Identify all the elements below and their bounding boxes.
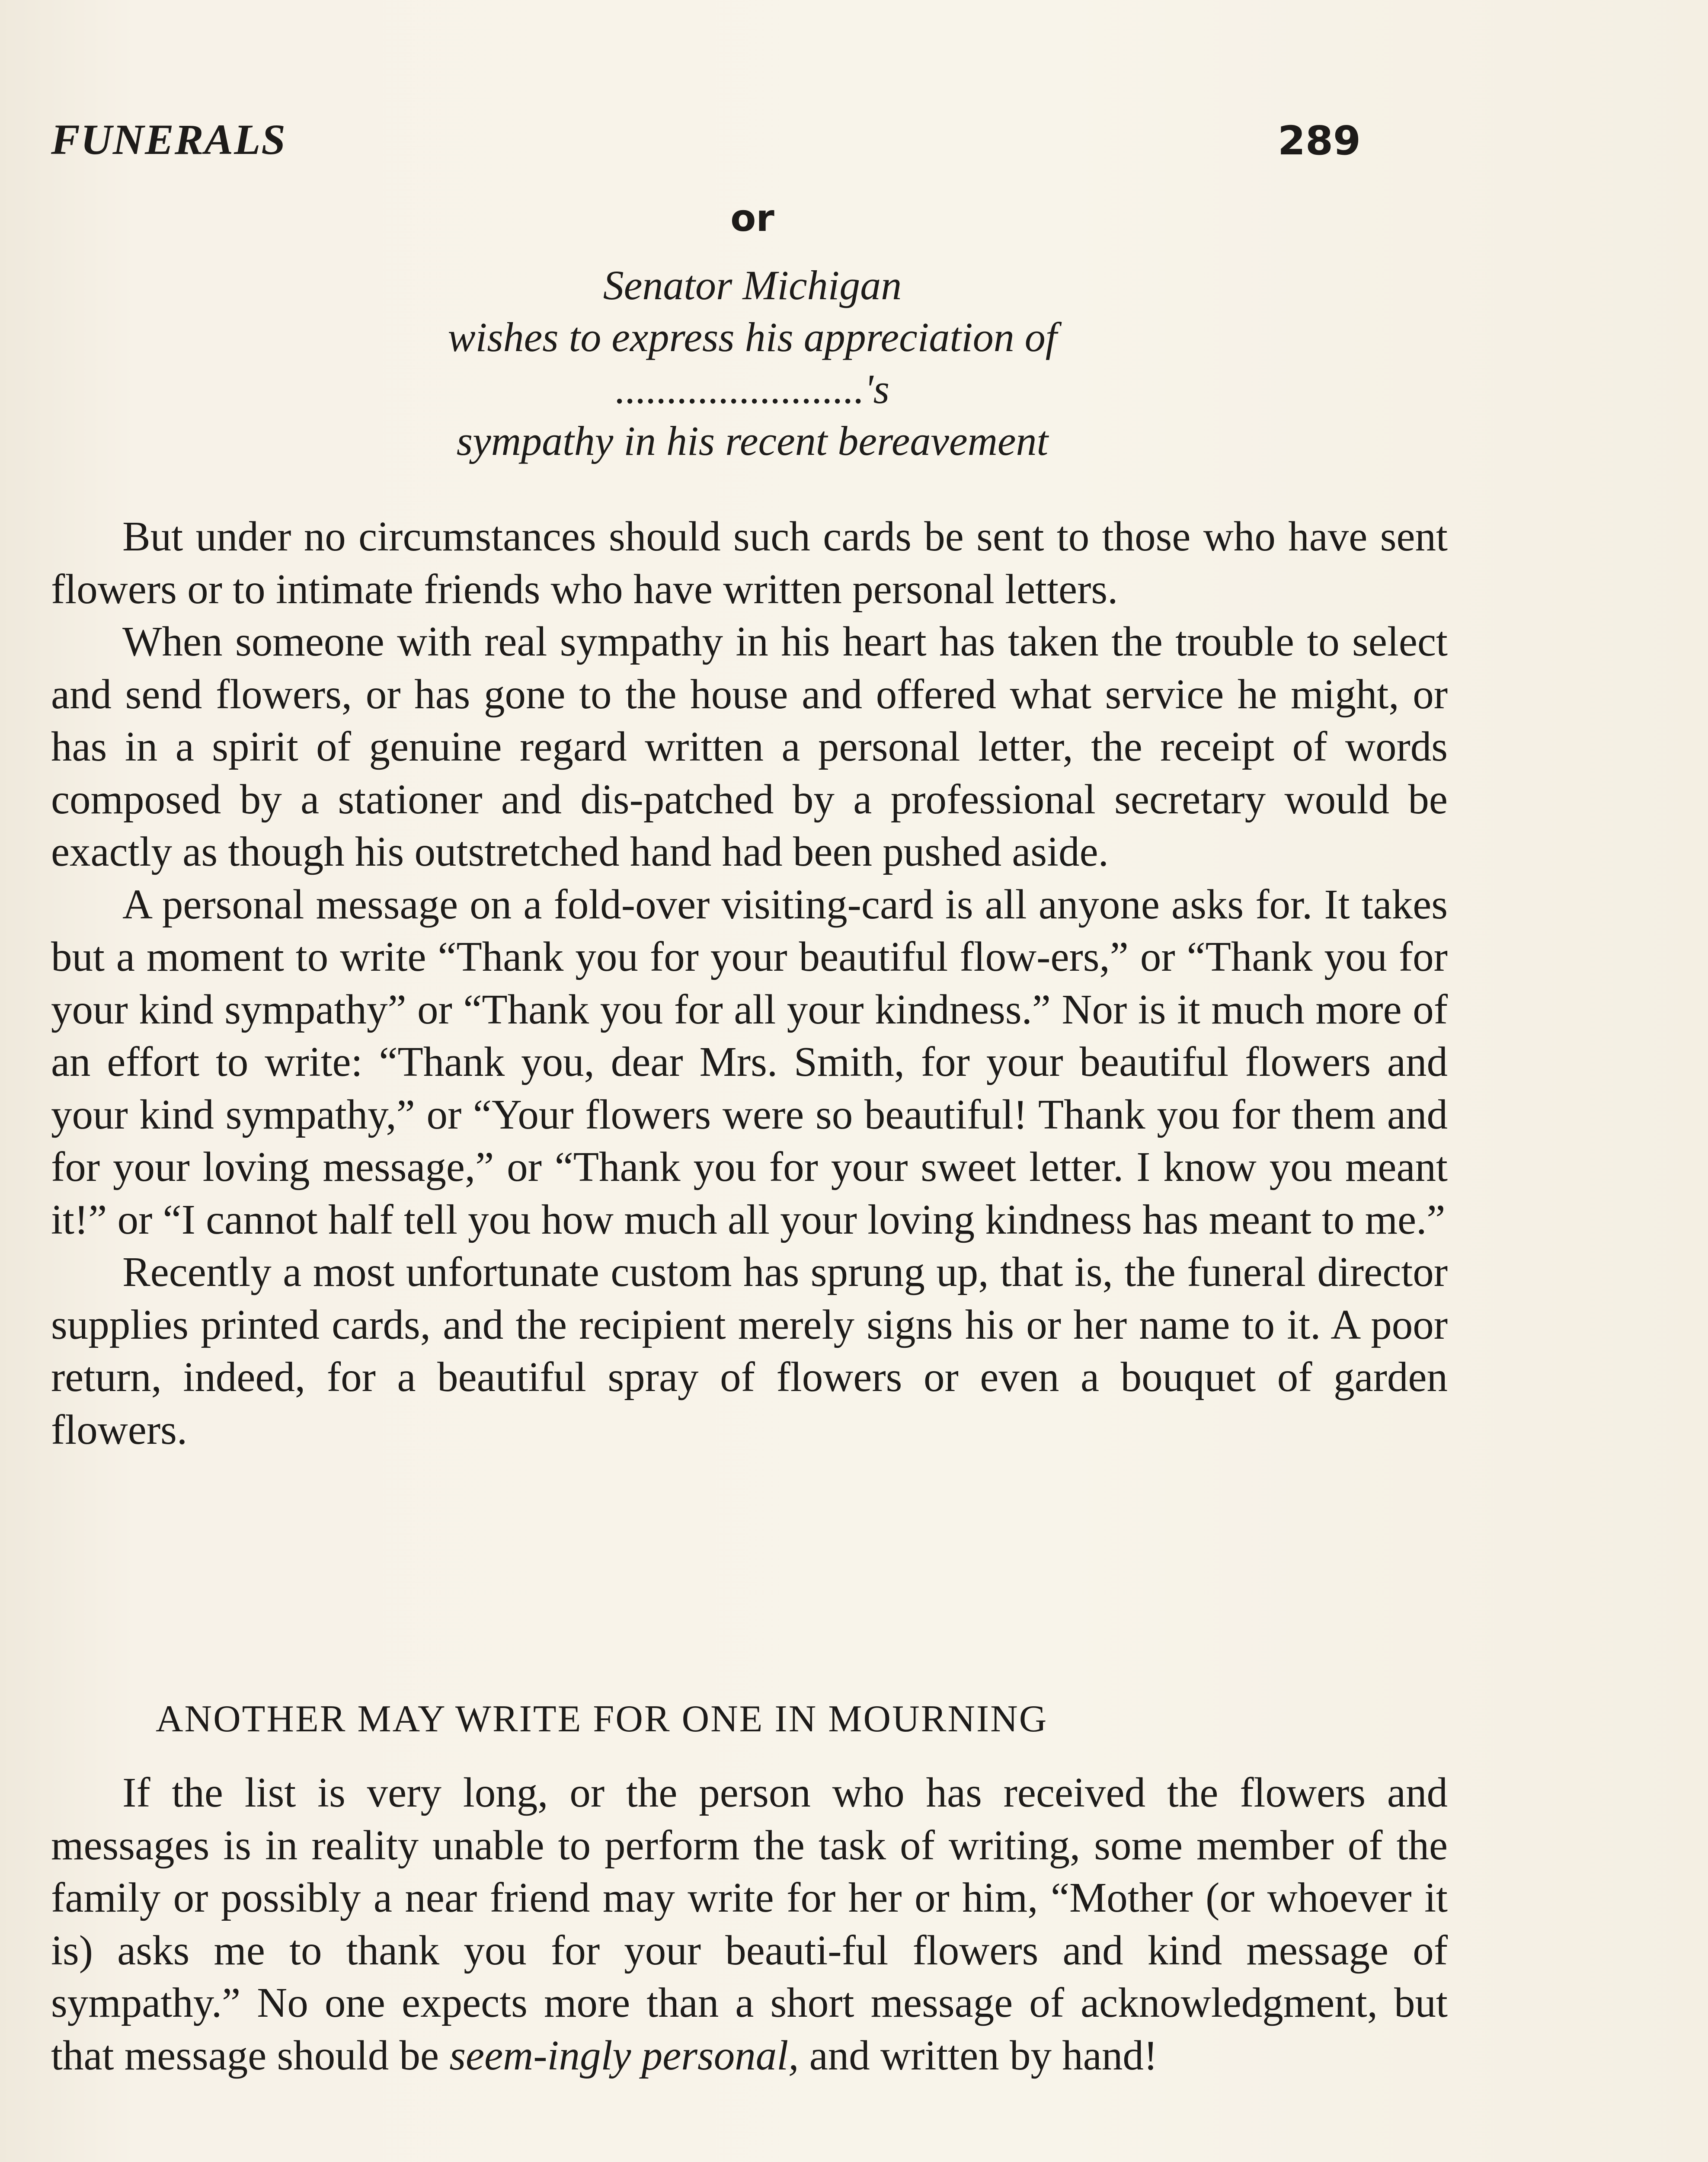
acknowledgment-card-example: [0, 259, 1505, 467]
paragraph: [51, 1766, 1448, 2082]
card-line: sympathy in his recent bereavement: [456, 418, 1049, 464]
page-number: 289: [1278, 118, 1361, 164]
section-heading: ANOTHER MAY WRITE FOR ONE IN MOURNING: [156, 1698, 1048, 1740]
section-1-text: [51, 510, 1448, 1456]
paragraph: Recently a most unfortunate custom has sprung up, that is, the funeral director supplies printed cards, and the recipient merely signs his or her name to it. A poor return, indeed, for a beautiful spray of flowers or even a bouquet of garden flowers.: [51, 1249, 1448, 1453]
or-separator: or: [730, 197, 774, 240]
paragraph: A personal message on a fold-over visiting-card is all anyone asks for. It takes but a moment to write “Thank you for your beautiful flow-ers,” or “Thank you for your kind sympathy” or “Thank you for all your kindness.” Nor is it much more of an effort to write: “Thank you, dear Mrs. Smith, for your beautiful flowers and your kind sympathy,” or “Your flowers were so beautiful! Thank you for them and for your loving message,” or “Thank you for your sweet letter. I know you meant it!” or “I cannot half tell you how much all your loving kindness has meant to me.”: [51, 881, 1448, 1243]
emphasis-text: seem-ingly personal,: [449, 2032, 799, 2079]
paragraph-text: If the list is very long, or the person who has received the flowers and messages is in reality unable to perform the task of writing, some member of the family or possibly a near friend may write for her or him, “Mother (or whoever it is) asks me to thank you for your beauti-ful flowers and kind message of sympathy.” No one expects more than a short message of acknowledgment, but that message should be: [51, 1769, 1448, 2079]
running-head: FUNERALS: [51, 115, 286, 163]
paragraph: But under no circumstances should such cards be sent to those who have sent flowers or to intimate friends who have written personal letters.: [51, 513, 1448, 612]
card-line: wishes to express his appreciation of: [448, 314, 1057, 360]
card-line: ........................'s: [615, 366, 889, 412]
paragraph-text: and written by hand!: [799, 2032, 1158, 2079]
card-line: Senator Michigan: [603, 262, 902, 308]
section-2-text: [51, 1766, 1448, 2082]
paragraph: When someone with real sympathy in his heart has taken the trouble to select and send flowers, or has gone to the house and offered what service he might, or has in a spirit of genuine regard written a personal letter, the receipt of words composed by a stationer and dis-patched by a professional secretary would be exactly as though his outstretched hand had been pushed aside.: [51, 618, 1448, 875]
